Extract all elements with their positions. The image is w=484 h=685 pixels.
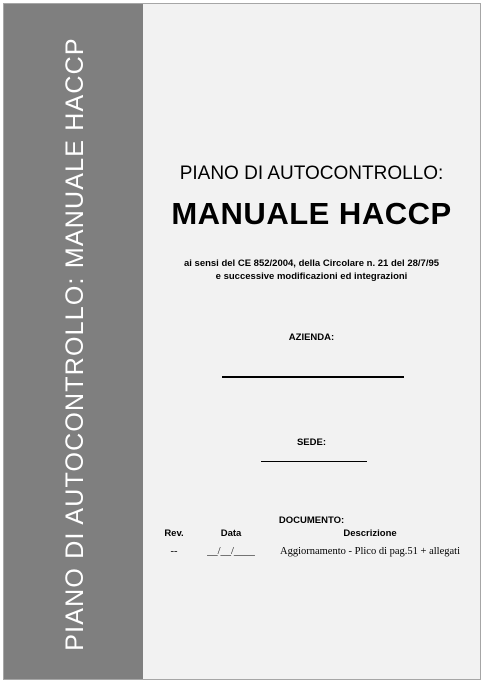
header-data: Data [220,528,242,539]
azienda-blank-line [222,376,404,378]
row-rev: -- [170,546,178,557]
row-data: __/__/____ [207,546,255,557]
sede-label: SEDE: [296,437,327,448]
documento-label: DOCUMENTO: [278,515,345,526]
subtitle-line-2: e successive modificazioni ed integrazioni [215,271,408,282]
cover-subtitle [143,257,480,283]
cover-heading: PIANO DI AUTOCONTROLLO: [179,163,444,184]
cover-page [3,3,481,680]
sidebar-vertical-title: PIANO DI AUTOCONTROLLO: MANUALE HACCP [61,37,89,651]
sede-blank-line [261,461,367,462]
cover-content [143,4,480,679]
azienda-label: AZIENDA: [288,332,335,343]
cover-title: MANUALE HACCP [171,196,452,231]
header-descrizione: Descrizione [343,528,397,539]
header-rev: Rev. [164,528,184,539]
cover-sidebar [4,4,143,679]
subtitle-line-1: ai sensi del CE 852/2004, della Circolare n. 21 del 28/7/95 [183,258,440,269]
document-revision-table [143,527,480,567]
row-descrizione: Aggiornamento - Plico di pag.51 + allegati [279,546,460,557]
